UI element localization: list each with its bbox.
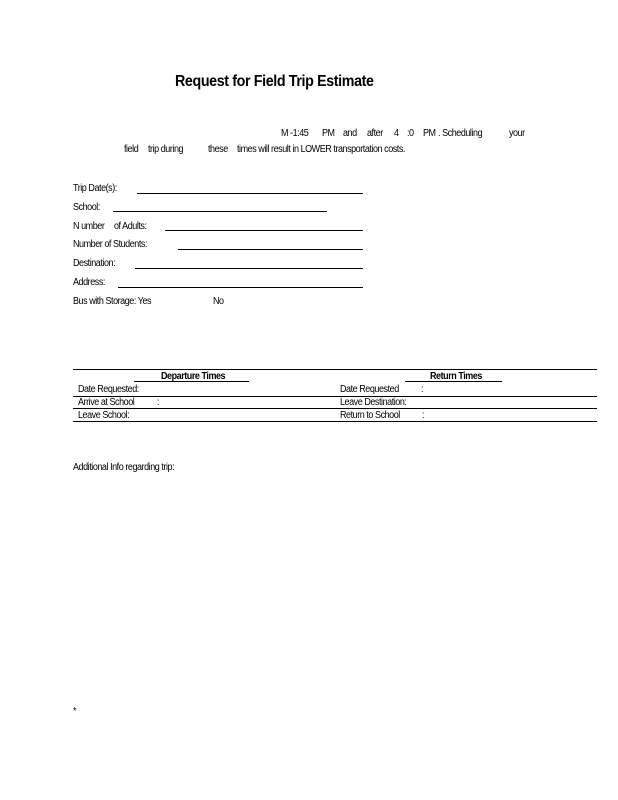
notice-part: PM bbox=[322, 128, 335, 139]
notice-part: 4 bbox=[394, 128, 399, 139]
times-table-top-border bbox=[73, 369, 597, 370]
notice-part: :0 bbox=[407, 128, 414, 139]
adults-field[interactable] bbox=[165, 230, 363, 231]
return-to-school-colon: : bbox=[422, 410, 425, 421]
departure-times-header: Departure Times bbox=[161, 371, 226, 382]
school-field[interactable] bbox=[113, 211, 327, 212]
times-table-bottom-border bbox=[73, 421, 597, 422]
arrive-at-school-colon: : bbox=[157, 397, 160, 408]
students-label: Number of Students: bbox=[73, 239, 147, 250]
return-date-requested-colon: : bbox=[421, 384, 424, 395]
notice-part: field bbox=[124, 144, 139, 155]
notice-part: PM bbox=[423, 128, 436, 139]
notice-part: trip during bbox=[148, 144, 184, 155]
times-row-1-border bbox=[73, 396, 597, 397]
departure-date-requested-label: Date Requested: bbox=[78, 384, 139, 395]
trip-dates-field[interactable] bbox=[137, 193, 363, 194]
bus-storage-no-option[interactable]: No bbox=[213, 296, 224, 307]
page-title: Request for Field Trip Estimate bbox=[175, 73, 374, 90]
return-header-underline bbox=[405, 381, 502, 382]
return-to-school-label: Return to School bbox=[340, 410, 400, 421]
notice-part: these bbox=[208, 144, 228, 155]
arrive-at-school-label: Arrive at School bbox=[78, 397, 135, 408]
departure-header-underline bbox=[134, 381, 249, 382]
notice-part: after bbox=[367, 128, 383, 139]
notice-part: and bbox=[343, 128, 357, 139]
adults-label-prefix: N umber bbox=[73, 221, 105, 232]
footnote-mark: * bbox=[73, 706, 77, 717]
destination-label: Destination: bbox=[73, 258, 116, 269]
leave-school-label: Leave School: bbox=[78, 410, 130, 421]
bus-storage-label: Bus with Storage: Yes bbox=[73, 296, 152, 307]
adults-label: of Adults: bbox=[114, 221, 147, 232]
address-field[interactable] bbox=[118, 287, 363, 288]
notice-part: times will result in LOWER transportation costs. bbox=[237, 144, 405, 155]
leave-destination-label: Leave Destination: bbox=[340, 397, 407, 408]
school-label: School: bbox=[73, 202, 100, 213]
destination-field[interactable] bbox=[135, 268, 363, 269]
students-field[interactable] bbox=[178, 249, 363, 250]
notice-part: your bbox=[509, 128, 525, 139]
times-row-2-border bbox=[73, 408, 597, 409]
notice-part: . Scheduling bbox=[438, 128, 483, 139]
additional-info-label: Additional Info regarding trip: bbox=[73, 462, 175, 473]
address-label: Address: bbox=[73, 277, 105, 288]
trip-dates-label: Trip Date(s): bbox=[73, 183, 117, 194]
notice-part: M -1:45 bbox=[281, 128, 309, 139]
return-date-requested-label: Date Requested bbox=[340, 384, 399, 395]
return-times-header: Return Times bbox=[430, 371, 482, 382]
